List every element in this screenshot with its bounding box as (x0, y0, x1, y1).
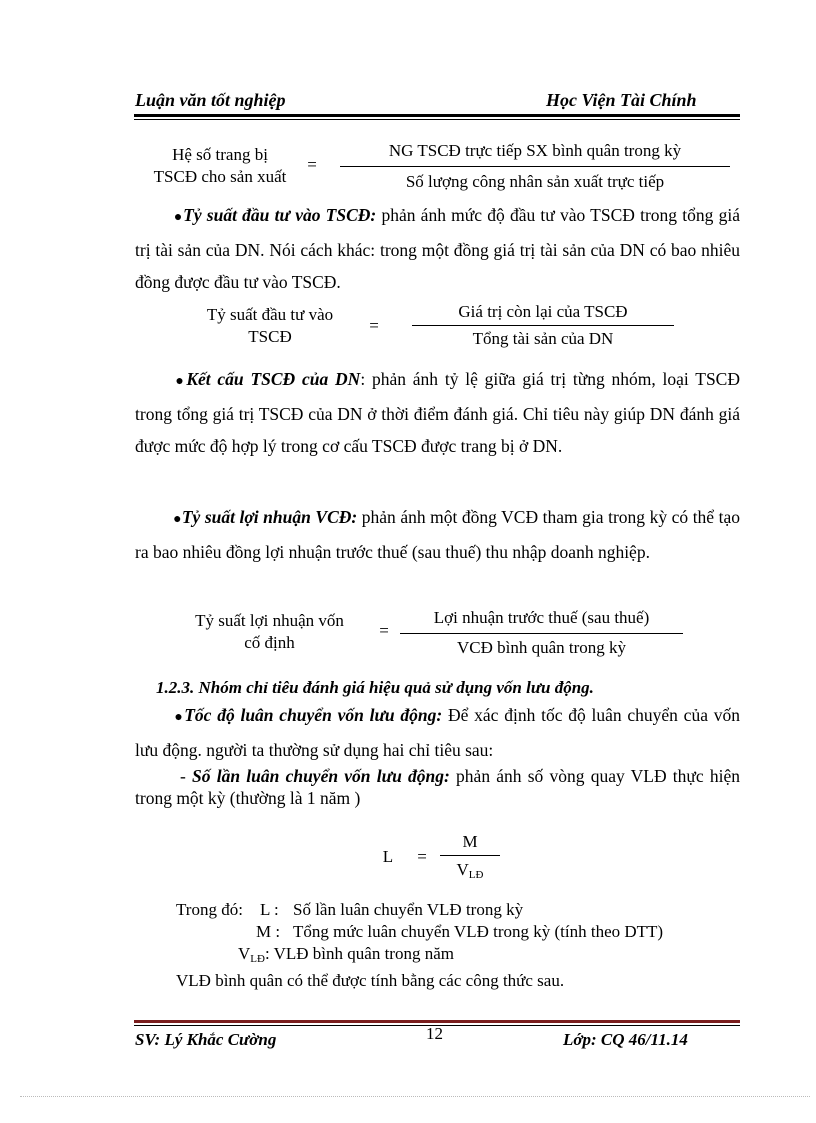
legend-l-symbol: L : (260, 900, 279, 919)
para2-title: Kết cấu TSCĐ của DN (186, 369, 361, 389)
formula1-lhs-line1: Hệ số trang bị (172, 145, 268, 164)
formula1-denominator: Số lượng công nhân sản xuất trực tiếp (405, 172, 665, 191)
legend-m-symbol: M : (256, 922, 281, 941)
formula3-lhs-line2: cố định (244, 633, 295, 652)
formula4-fraction-bar (440, 855, 500, 856)
formula4-denominator: $V_{LĐ}$ (456, 860, 484, 881)
formula2-equals: = (369, 316, 379, 335)
formula4-lhs: L (382, 847, 394, 866)
formula2-lhs-line2: TSCĐ (248, 327, 292, 346)
section-bullet-title: Tốc độ luân chuyển vốn lưu động: (184, 705, 443, 725)
header-left: Luận văn tốt nghiệp (135, 90, 286, 110)
bullet-icon: ● (173, 710, 185, 725)
dash: - (180, 766, 193, 786)
section-heading: 1.2.3. Nhóm chỉ tiêu đánh giá hiệu quả sử dụng vốn lưu động. (156, 678, 594, 697)
legend-m-text: Tổng mức luân chuyển VLĐ trong kỳ (tính theo DTT) (293, 922, 664, 941)
section-sub-title: Số lần luân chuyển vốn lưu động: (192, 766, 450, 786)
para1-title: Tỷ suất đầu tư vào TSCĐ: (183, 205, 377, 225)
formula1-lhs-line2: TSCĐ cho sản xuất (153, 167, 287, 186)
legend-closing: VLĐ bình quân có thể được tính bằng các công thức sau. (176, 971, 565, 990)
header-right: Học Viện Tài Chính (546, 90, 697, 110)
formula3-numerator: Lợi nhuận trước thuế (sau thuế) (433, 608, 650, 627)
bullet-icon: ● (173, 374, 187, 389)
para2-text: : phản ánh tỷ lệ giữa giá trị từng nhóm, loại TSCĐ trong tổng giá trị TSCĐ của DN ở thời điểm đánh giá. Chỉ tiêu này giúp DN đánh giá được mức độ hợp lý trong cơ cấu TSCĐ được trang bị ở DN. (135, 369, 740, 456)
formula2-fraction-bar (412, 325, 674, 326)
formula3-fraction-bar (400, 633, 683, 634)
section-bullet-text: Để xác định tốc độ luân chuyển của vốn lưu động. người ta thường sử dụng hai chỉ tiêu sau: (135, 705, 740, 760)
bullet-icon: ● (173, 512, 182, 527)
header-rule-thin (134, 119, 740, 120)
legend-v-row: $V_{LĐ}$: VLĐ bình quân trong năm (238, 944, 454, 965)
formula2-denominator: Tổng tài sản của DN (472, 329, 614, 348)
para3-title: Tỷ suất lợi nhuận VCĐ: (181, 507, 358, 527)
formula1-equals: = (307, 155, 317, 174)
para1-text: phản ánh mức độ đầu tư vào TSCĐ trong tổng giá trị tài sản của DN. Nói cách khác: trong một đồng giá trị tài sản của DN có bao nhiêu đồng được đầu tư vào TSCĐ. (135, 205, 740, 292)
formula2-lhs-line1: Tỷ suất đầu tư vào (206, 305, 334, 324)
section-sub-text: phản ánh số vòng quay VLĐ thực hiện trong một kỳ (thường là 1 năm ) (135, 766, 741, 808)
footer-right: Lớp: CQ 46/11.14 (563, 1030, 688, 1049)
para-turnover-speed (135, 699, 740, 766)
footer-rule (134, 1020, 740, 1023)
formula1-numerator: NG TSCĐ trực tiếp SX bình quân trong kỳ (388, 141, 682, 160)
legend-l-text: Số lần luân chuyển VLĐ trong kỳ (293, 900, 524, 919)
bullet-icon: ● (173, 210, 184, 225)
page-number: 12 (426, 1024, 443, 1043)
page-boundary (20, 1096, 810, 1097)
formula4-numerator: M (462, 832, 478, 851)
formula2-numerator: Giá trị còn lại của TSCĐ (458, 302, 628, 321)
para-profit-ratio (135, 501, 740, 568)
header-rule (134, 114, 740, 117)
formula4-equals: = (417, 847, 427, 866)
formula3-denominator: VCĐ bình quân trong kỳ (456, 638, 627, 657)
footer-left: SV: Lý Khắc Cường (135, 1030, 277, 1049)
para3-text: phản ánh một đồng VCĐ tham gia trong kỳ có thể tạo ra bao nhiêu đồng lợi nhuận trước thuế (sau thuế) thu nhập doanh nghiệp. (135, 507, 740, 562)
formula3-lhs-line1: Tỷ suất lợi nhuận vốn (195, 611, 344, 630)
para-fixed-asset-structure (135, 363, 740, 462)
legend-intro: Trong đó: (176, 900, 243, 919)
formula3-equals: = (379, 621, 389, 640)
para-turnover-count (135, 765, 740, 809)
para-investment-ratio (135, 199, 740, 298)
formula1-fraction-bar (340, 166, 730, 167)
